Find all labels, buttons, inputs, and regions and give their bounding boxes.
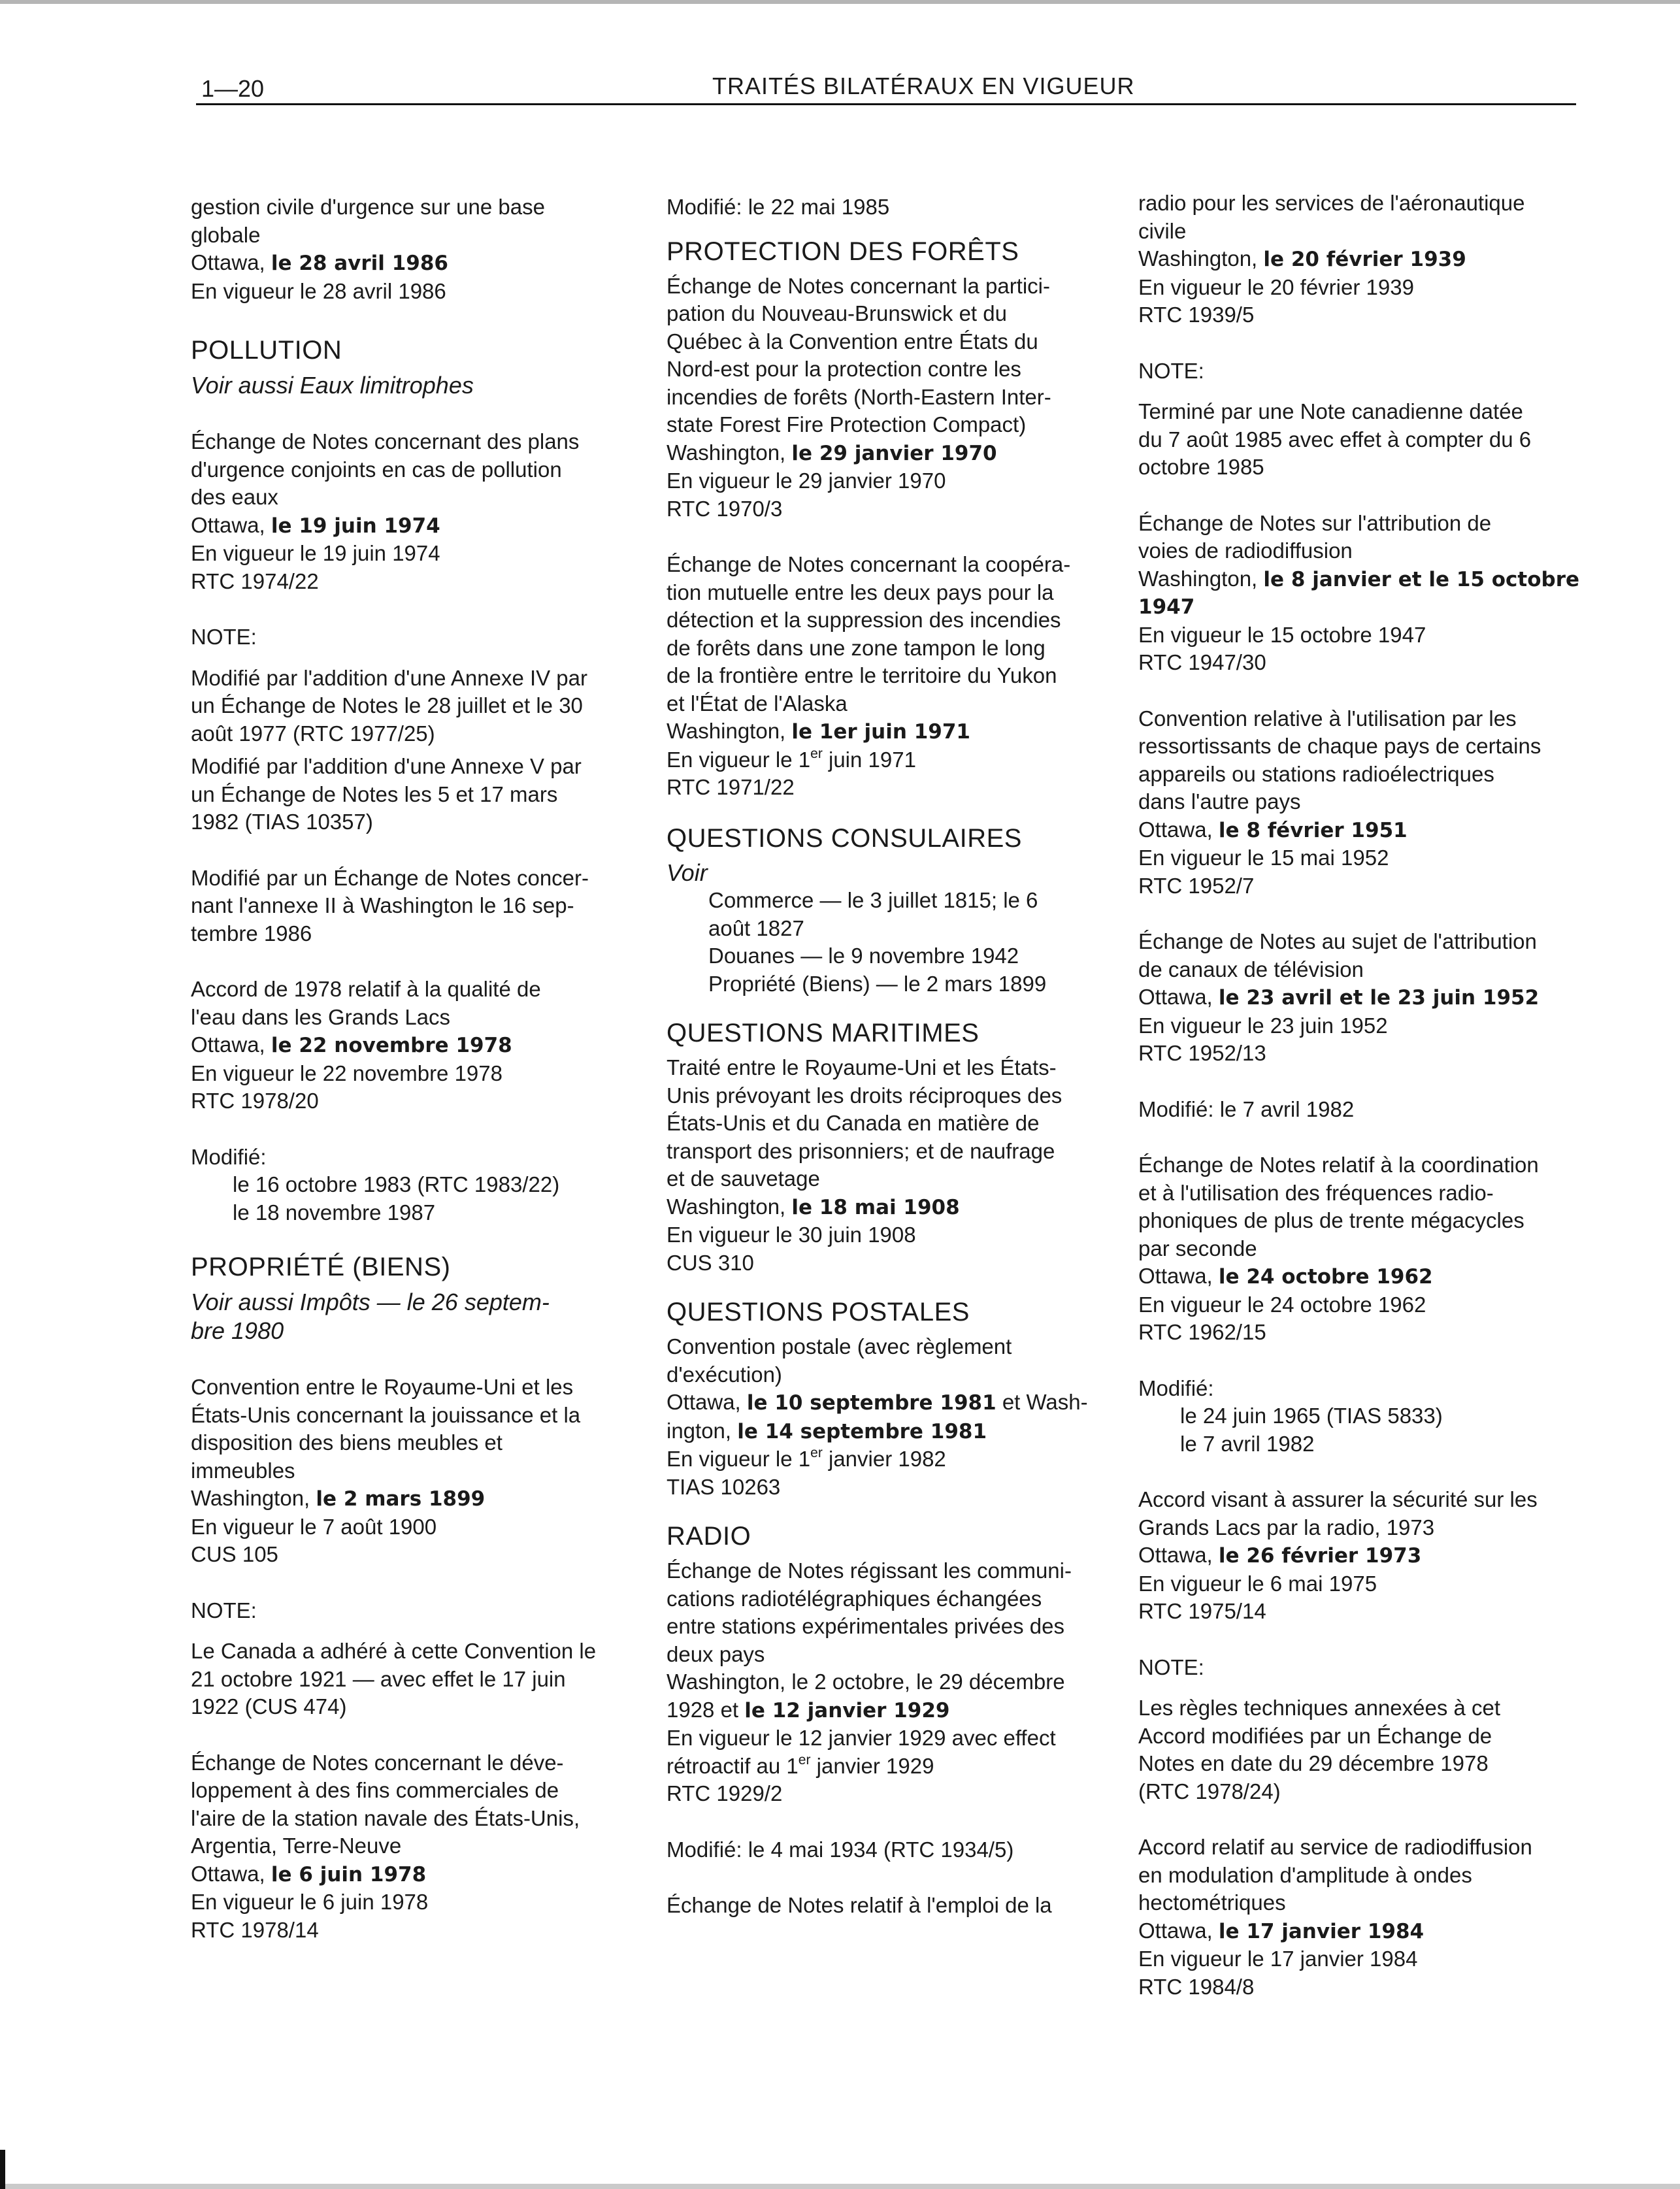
note-paragraph [191, 1638, 622, 1721]
amendment-line: Modifié: le 22 mai 1985 [667, 195, 890, 219]
entry-in-force: En vigueur le 20 février 1939 [1138, 274, 1414, 299]
entry-signature-line [1138, 816, 1583, 845]
in-force-text: En vigueur le 1 [667, 747, 811, 772]
note-paragraph [1138, 1694, 1583, 1805]
entry-date: le 6 juin 1978 [271, 1862, 427, 1886]
entry-signature-line [1138, 983, 1583, 1012]
treaty-entry [191, 193, 622, 305]
amendment-date: le 7 avril 1982 [1180, 1431, 1315, 1456]
entry-text: de canaux de télévision [1138, 957, 1364, 981]
entry-in-force: En vigueur le 6 juin 1978 [191, 1890, 429, 1914]
entry-text: Traité entre le Royaume-Uni et les États- [667, 1055, 1057, 1079]
entry-reference: RTC 1962/15 [1138, 1320, 1266, 1344]
amendment-line: Modifié: le 4 mai 1934 (RTC 1934/5) [667, 1837, 1014, 1862]
entry-date: le 14 septembre 1981 [737, 1419, 987, 1443]
treaty-entry [667, 1333, 1104, 1501]
entry-reference: RTC 1947/30 [1138, 650, 1266, 674]
in-force-text: En vigueur le 1 [667, 1447, 811, 1471]
entry-in-force [667, 1445, 1104, 1473]
entry-date: le 23 avril et le 23 juin 1952 [1218, 986, 1540, 1010]
entry-text: Échange de Notes régissant les communi- [667, 1558, 1072, 1583]
note-text: (RTC 1978/24) [1138, 1779, 1281, 1803]
entry-reference: RTC 1975/14 [1138, 1599, 1266, 1623]
page-number: 1—20 [201, 75, 265, 102]
note-text: Notes en date du 29 décembre 1978 [1138, 1751, 1489, 1775]
amendment-list [191, 1144, 622, 1227]
entry-text: et l'État de l'Alaska [667, 691, 848, 716]
entry-in-force: En vigueur le 19 juin 1974 [191, 541, 440, 565]
entry-text: Québec à la Convention entre États du [667, 329, 1038, 354]
in-force-text: janvier 1982 [822, 1447, 946, 1471]
entry-in-force: En vigueur le 7 août 1900 [191, 1514, 437, 1539]
note-text: Terminé par une Note canadienne datée [1138, 399, 1523, 423]
entry-in-force: En vigueur le 28 avril 1986 [191, 278, 446, 303]
entry-signature-line [667, 1389, 1104, 1417]
treaty-entry [191, 1749, 622, 1945]
entry-date: le 8 février 1951 [1218, 818, 1408, 842]
entry-text: de la frontière entre le territoire du Yukon [667, 663, 1057, 687]
section-heading: QUESTIONS POSTALES [667, 1298, 970, 1326]
entry-text: par seconde [1138, 1236, 1257, 1260]
entry-place: Ottawa, [1138, 985, 1213, 1009]
entry-text: deux pays [667, 1641, 765, 1666]
entry-signature-line [667, 439, 1104, 468]
entry-place: Ottawa, [1138, 817, 1213, 842]
entry-date: le 18 mai 1908 [791, 1195, 960, 1219]
entry-signature-line [191, 1860, 622, 1889]
amendment-list [1138, 1375, 1583, 1458]
entry-text: tion mutuelle entre les deux pays pour la [667, 580, 1054, 604]
entry-text: civile [1138, 218, 1187, 243]
amendment-label: Modifié: [1138, 1375, 1214, 1400]
entry-text: entre stations expérimentales privées des [667, 1614, 1064, 1638]
entry-text: Échange de Notes relatif à l'emploi de la [667, 1893, 1052, 1917]
note-paragraph [191, 665, 622, 748]
entry-reference: TIAS 10263 [667, 1474, 781, 1499]
entry-signature-line [191, 512, 622, 540]
entry-place: Ottawa, [191, 1861, 265, 1886]
entry-date: le 19 juin 1974 [271, 514, 440, 538]
entry-in-force: En vigueur le 17 janvier 1984 [1138, 1947, 1418, 1971]
treaty-entry [667, 551, 1104, 802]
entry-place: ington, [667, 1418, 732, 1443]
entry-reference: RTC 1952/13 [1138, 1041, 1266, 1065]
entry-text: détection et la suppression des incendies [667, 608, 1061, 632]
entry-text: Échange de Notes au sujet de l'attribution [1138, 929, 1537, 953]
entry-in-force: En vigueur le 24 octobre 1962 [1138, 1292, 1426, 1317]
note-text: Le Canada a adhéré à cette Convention le [191, 1639, 597, 1663]
entry-text: Échange de Notes relatif à la coordination [1138, 1153, 1539, 1177]
entry-in-force: En vigueur le 22 novembre 1978 [191, 1061, 502, 1085]
note-text: août 1977 (RTC 1977/25) [191, 721, 435, 746]
column-3 [1138, 189, 1583, 2029]
entry-text: radio pour les services de l'aéronautique [1138, 191, 1525, 215]
entry-place: Ottawa, [191, 250, 265, 274]
entry-reference: RTC 1978/14 [191, 1917, 319, 1942]
entry-text: en modulation d'amplitude à ondes [1138, 1862, 1472, 1887]
entry-signature-line [191, 1485, 622, 1513]
entry-place: Washington, [1138, 566, 1258, 591]
entry-text: Unis prévoyant les droits réciproques des [667, 1083, 1062, 1108]
amendment-date: le 24 juin 1965 (TIAS 5833) [1180, 1404, 1443, 1428]
entry-text: Accord relatif au service de radiodiffusion [1138, 1835, 1532, 1859]
treaty-entry [667, 272, 1104, 523]
treaty-entry [667, 1054, 1104, 1277]
entry-text: appareils ou stations radioélectriques [1138, 761, 1494, 786]
entry-text: d'exécution) [667, 1362, 782, 1387]
entry-text: Nord-est pour la protection contre les [667, 357, 1021, 381]
entry-text: Échange de Notes concernant la partici- [667, 273, 1051, 298]
column-1 [191, 193, 622, 1972]
note-paragraph [191, 753, 622, 836]
treaty-entry [191, 1374, 622, 1569]
entry-place: Ottawa, [667, 1390, 741, 1414]
entry-place: Washington, [1138, 246, 1258, 271]
entry-text: des eaux [191, 485, 278, 509]
entry-in-force: En vigueur le 29 janvier 1970 [667, 469, 946, 493]
note-text: Accord modifiées par un Échange de [1138, 1723, 1492, 1748]
entry-place: Ottawa, [1138, 1543, 1213, 1567]
entry-place: Ottawa, [191, 512, 265, 537]
entry-signature-line [667, 717, 1104, 746]
entry-text: Échange de Notes concernant la coopéra- [667, 552, 1071, 576]
section-heading: PROPRIÉTÉ (BIENS) [191, 1253, 451, 1281]
entry-reference: RTC 1971/22 [667, 775, 795, 799]
entry-in-force: En vigueur le 12 janvier 1929 avec effect [667, 1726, 1056, 1750]
treaty-entry [1138, 189, 1583, 329]
entry-date: 1947 [1138, 595, 1195, 619]
in-force-text: juin 1971 [822, 747, 916, 772]
see-also-text: bre 1980 [191, 1317, 284, 1344]
entry-date: le 24 octobre 1962 [1218, 1265, 1433, 1289]
note-text: du 7 août 1985 avec effet à compter du 6 [1138, 427, 1532, 452]
scan-edge-bottom [0, 2184, 1680, 2189]
entry-text: Convention entre le Royaume-Uni et les [191, 1375, 574, 1399]
entry-text: Accord de 1978 relatif à la qualité de [191, 977, 541, 1001]
note-label: NOTE: [191, 625, 257, 649]
entry-text: Grands Lacs par la radio, 1973 [1138, 1515, 1435, 1539]
entry-text: phoniques de plus de trente mégacycles [1138, 1208, 1524, 1232]
entry-text: d'urgence conjoints en cas de pollution [191, 457, 562, 482]
entry-text: États-Unis et du Canada en matière de [667, 1111, 1040, 1135]
amendment-text: tembre 1986 [191, 921, 312, 946]
entry-signature-line [1138, 1917, 1583, 1946]
note-text: Modifié par l'addition d'une Annexe IV par [191, 665, 588, 690]
entry-place: Ottawa, [1138, 1264, 1213, 1288]
entry-text: state Forest Fire Protection Compact) [667, 412, 1027, 436]
entry-place: Washington, [667, 719, 786, 743]
note-text: un Échange de Notes le 28 juillet et le 30 [191, 693, 583, 717]
entry-place: Washington, [667, 440, 786, 465]
treaty-entry [191, 976, 622, 1115]
entry-text: Argentia, Terre-Neuve [191, 1834, 402, 1858]
section-see-also: Voir aussi Eaux limitrophes [191, 372, 474, 399]
entry-date: le 22 novembre 1978 [271, 1034, 512, 1057]
in-force-text: rétroactif au 1 [667, 1753, 799, 1778]
entry-text: globale [191, 222, 261, 247]
entry-reference: CUS 310 [667, 1250, 754, 1275]
entry-text: Échange de Notes concernant le déve- [191, 1750, 564, 1775]
entry-signature-line [1138, 565, 1583, 594]
entry-signature-line [667, 1417, 1104, 1446]
entry-text: disposition des biens meubles et [191, 1430, 502, 1455]
entry-text: dans l'autre pays [1138, 789, 1301, 814]
amendment-label: Modifié: [191, 1144, 267, 1169]
note-label: NOTE: [1138, 358, 1204, 383]
see-item: Commerce — le 3 juillet 1815; le 6 [708, 888, 1038, 912]
treaty-entry [1138, 1486, 1583, 1626]
section-heading: QUESTIONS CONSULAIRES [667, 823, 1022, 853]
entry-text: États-Unis concernant la jouissance et la [191, 1402, 581, 1427]
note-text: un Échange de Notes les 5 et 17 mars [191, 782, 558, 806]
entry-text: voies de radiodiffusion [1138, 538, 1353, 563]
entry-reference: RTC 1974/22 [191, 568, 319, 593]
entry-text: hectométriques [1138, 1890, 1286, 1915]
entry-in-force: En vigueur le 6 mai 1975 [1138, 1571, 1377, 1596]
entry-text: de forêts dans une zone tampon le long [667, 635, 1046, 660]
ordinal-superscript: er [798, 1752, 811, 1768]
entry-date: le 12 janvier 1929 [744, 1698, 950, 1722]
scan-edge-top [0, 0, 1680, 4]
entry-date: le 10 septembre 1981 [746, 1391, 996, 1415]
entry-place: Ottawa, [1138, 1918, 1213, 1943]
running-header [196, 73, 1576, 105]
amendment-date: le 18 novembre 1987 [233, 1200, 436, 1225]
amendment-paragraph [191, 864, 622, 948]
entry-date: le 2 mars 1899 [316, 1487, 486, 1511]
entry-date: le 20 février 1939 [1263, 248, 1466, 271]
entry-date: le 26 février 1973 [1218, 1544, 1422, 1568]
see-item: Propriété (Biens) — le 2 mars 1899 [708, 971, 1047, 996]
entry-text: gestion civile d'urgence sur une base [191, 195, 545, 219]
scan-edge-left [0, 2150, 5, 2189]
header-rule [196, 103, 1576, 105]
entry-text: 1928 et [667, 1697, 739, 1722]
entry-text: loppement à des fins commerciales de [191, 1778, 559, 1802]
treaty-entry [191, 428, 622, 595]
entry-date: le 29 janvier 1970 [791, 441, 997, 465]
entry-text: incendies de forêts (North-Eastern Inter- [667, 384, 1051, 409]
entry-text: l'eau dans les Grands Lacs [191, 1004, 451, 1029]
entry-text: Convention relative à l'utilisation par les [1138, 706, 1517, 731]
entry-in-force: En vigueur le 30 juin 1908 [667, 1223, 916, 1247]
entry-in-force: En vigueur le 23 juin 1952 [1138, 1013, 1388, 1038]
see-also-text: Voir aussi Impôts — le 26 septem- [191, 1289, 550, 1315]
entry-reference: RTC 1978/20 [191, 1089, 319, 1113]
entry-signature-line [191, 1031, 622, 1060]
entry-text: pation du Nouveau-Brunswick et du [667, 301, 1007, 325]
see-item: août 1827 [708, 915, 804, 940]
entry-signature-line [1138, 245, 1583, 274]
column-2 [667, 193, 1104, 1948]
entry-in-force [667, 1753, 1104, 1781]
treaty-entry [1138, 1151, 1583, 1347]
note-text: 1922 (CUS 474) [191, 1694, 347, 1719]
entry-in-force: En vigueur le 15 octobre 1947 [1138, 622, 1426, 647]
treaty-entry [1138, 705, 1583, 900]
entry-text: Accord visant à assurer la sécurité sur les [1138, 1487, 1538, 1511]
note-text: Les règles techniques annexées à cet [1138, 1696, 1501, 1720]
section-heading: RADIO [667, 1522, 751, 1551]
entry-reference: RTC 1984/8 [1138, 1974, 1255, 1999]
section-heading: POLLUTION [191, 336, 342, 365]
amendment-line: Modifié: le 7 avril 1982 [1138, 1096, 1355, 1121]
section-see-also [191, 1288, 622, 1345]
entry-text: cations radiotélégraphiques échangées [667, 1586, 1042, 1611]
entry-place: Ottawa, [191, 1032, 265, 1057]
entry-signature-line [667, 1193, 1104, 1222]
treaty-entry [1138, 1834, 1583, 2001]
entry-signature-line [191, 249, 622, 278]
entry-date: le 1er juin 1971 [791, 720, 970, 744]
treaty-entry [667, 1557, 1104, 1808]
see-label: Voir [667, 859, 708, 886]
entry-reference: RTC 1939/5 [1138, 303, 1255, 327]
entry-signature-line [667, 1696, 1104, 1725]
entry-text: Convention postale (avec règlement [667, 1334, 1012, 1358]
ordinal-superscript: er [810, 746, 823, 761]
entry-reference: RTC 1929/2 [667, 1781, 783, 1805]
running-title: TRAITÉS BILATÉRAUX EN VIGUEUR [712, 73, 1135, 99]
note-text: octobre 1985 [1138, 455, 1264, 479]
entry-text: et à l'utilisation des fréquences radio- [1138, 1180, 1494, 1205]
entry-text: l'aire de la station navale des États-Unis, [191, 1805, 580, 1830]
entry-text: immeubles [191, 1458, 295, 1483]
note-text: Modifié par l'addition d'une Annexe V par [191, 754, 582, 778]
note-label: NOTE: [191, 1598, 257, 1622]
entry-date: le 28 avril 1986 [271, 252, 449, 275]
entry-signature-line [1138, 1541, 1583, 1570]
entry-text: Échange de Notes concernant des plans [191, 429, 580, 453]
note-paragraph [1138, 398, 1583, 482]
entry-reference: RTC 1952/7 [1138, 873, 1255, 898]
ordinal-superscript: er [810, 1445, 823, 1460]
entry-place: Washington, [667, 1194, 786, 1219]
amendment-text: Modifié par un Échange de Notes concer- [191, 865, 589, 890]
amendment-date: le 16 octobre 1983 (RTC 1983/22) [233, 1172, 560, 1196]
see-item: Douanes — le 9 novembre 1942 [708, 944, 1019, 968]
entry-in-force: En vigueur le 15 mai 1952 [1138, 846, 1389, 870]
section-heading: QUESTIONS MARITIMES [667, 1019, 980, 1047]
note-label: NOTE: [1138, 1654, 1204, 1679]
section-heading: PROTECTION DES FORÊTS [667, 237, 1019, 266]
entry-date: le 17 janvier 1984 [1218, 1919, 1425, 1943]
entry-text: Échange de Notes sur l'attribution de [1138, 510, 1492, 535]
treaty-entry [1138, 510, 1583, 677]
entry-place: Washington, [191, 1486, 310, 1510]
treaty-entry [1138, 928, 1583, 1068]
entry-text: et Wash- [996, 1390, 1088, 1414]
entry-text: et de sauvetage [667, 1166, 820, 1191]
amendment-text: nant l'annexe II à Washington le 16 sep- [191, 893, 574, 917]
entry-text: ressortissants de chaque pays de certains [1138, 734, 1541, 758]
entry-date: le 8 janvier et le 15 octobre [1263, 567, 1580, 591]
entry-signature-line [1138, 1262, 1583, 1291]
see-list [667, 859, 1104, 998]
in-force-text: janvier 1929 [810, 1753, 934, 1778]
entry-in-force [667, 746, 1104, 774]
note-text: 21 octobre 1921 — avec effet le 17 juin [191, 1666, 566, 1691]
entry-text: transport des prisonniers; et de naufrage [667, 1138, 1055, 1163]
entry-text: Washington, le 2 octobre, le 29 décembre [667, 1670, 1065, 1694]
entry-reference: RTC 1970/3 [667, 496, 783, 521]
note-text: 1982 (TIAS 10357) [191, 810, 373, 834]
entry-reference: CUS 105 [191, 1542, 278, 1566]
